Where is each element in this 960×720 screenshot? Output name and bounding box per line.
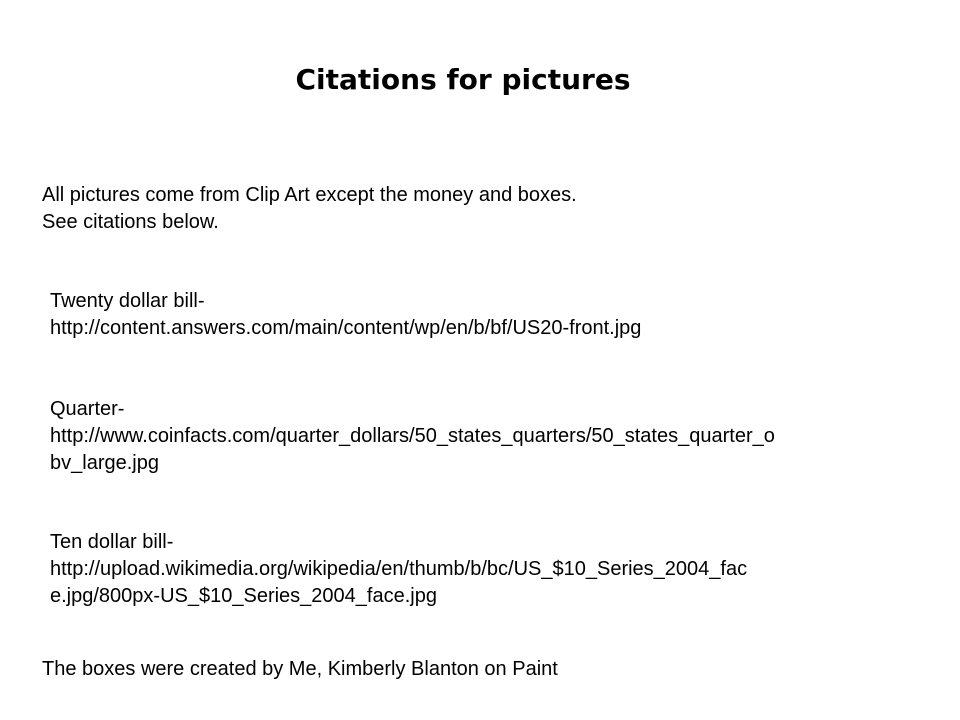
citation-quarter (50, 396, 775, 477)
citation-label: Twenty dollar bill- (50, 290, 205, 312)
citation-label: Quarter- (50, 398, 125, 420)
citation-ten-dollar-bill (50, 529, 747, 610)
intro-line: All pictures come from Clip Art except the money and boxes. (42, 184, 577, 206)
citation-url: bv_large.jpg (50, 452, 159, 474)
intro-text (42, 182, 577, 236)
citation-url: e.jpg/800px-US_$10_Series_2004_face.jpg (50, 585, 437, 607)
slide-title: Citations for pictures (295, 63, 631, 96)
intro-line: See citations below. (42, 211, 219, 233)
closing-text: The boxes were created by Me, Kimberly Blanton on Paint (42, 658, 558, 680)
citation-url: http://www.coinfacts.com/quarter_dollars/50_states_quarters/50_states_quarter_o (50, 425, 775, 447)
citation-url: http://upload.wikimedia.org/wikipedia/en/thumb/b/bc/US_$10_Series_2004_fac (50, 558, 748, 580)
citation-label: Ten dollar bill- (50, 531, 174, 553)
citation-url: http://content.answers.com/main/content/wp/en/b/bf/US20-front.jpg (50, 317, 642, 339)
citation-twenty-dollar-bill (50, 288, 641, 342)
